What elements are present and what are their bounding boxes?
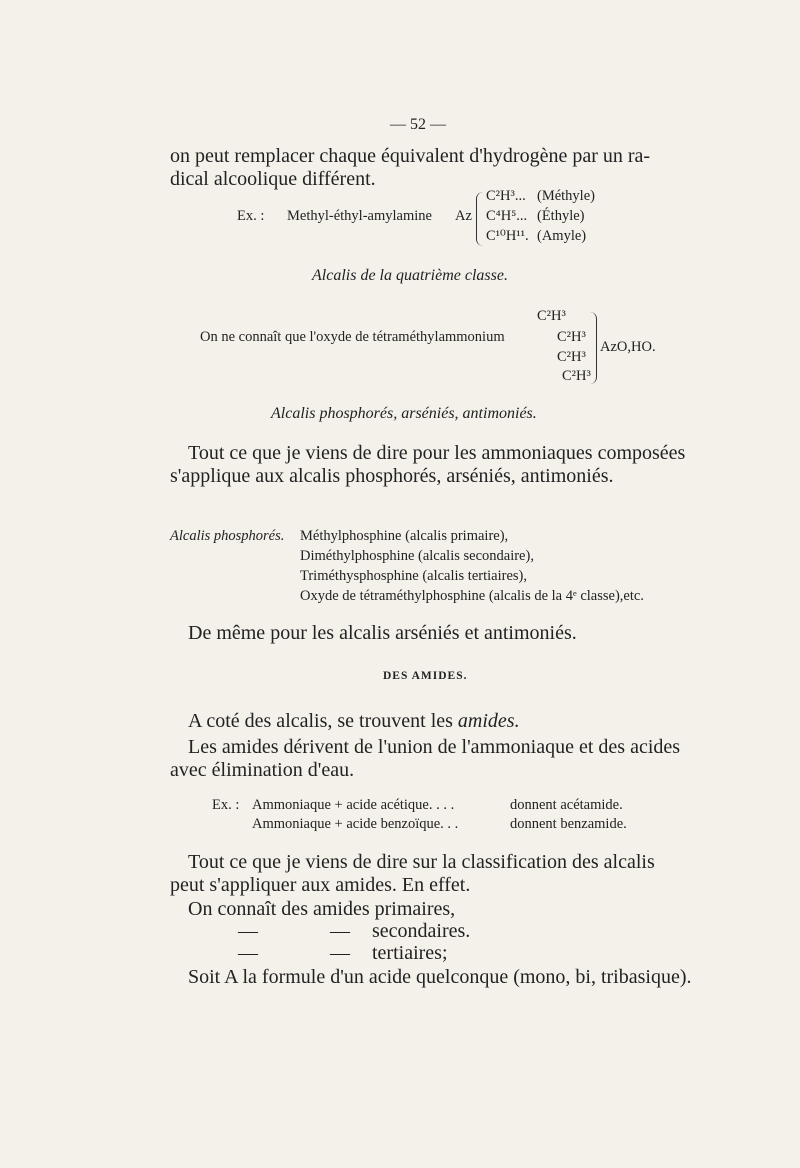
example1-name: Methyl-éthyl-amylamine (287, 208, 432, 224)
de-meme-line: De même pour les alcalis arséniés et antimoniés. (188, 622, 577, 644)
example1-az: Az (455, 208, 472, 224)
tetra-formula-1: C²H³ (537, 308, 566, 324)
para1-line-2: s'applique aux alcalis phosphorés, arséniés, antimoniés. (170, 465, 614, 487)
phosph-item-4: Oxyde de tétraméthylphosphine (alcalis de la 4ᵉ classe),etc. (300, 588, 644, 604)
para1-line-1: Tout ce que je viens de dire pour les ammoniaques composées (188, 442, 686, 464)
amides-intro-emph: amides. (457, 710, 520, 732)
example2-left-1: Ammoniaque + acide acétique. . . . (252, 797, 455, 813)
intro-line-2: dical alcoolique différent. (170, 168, 376, 190)
secondaires-dash-1: — (238, 920, 258, 942)
intro-line-1: on peut remplacer chaque équivalent d'hydrogène par un ra- (170, 145, 651, 167)
phosph-list-label: Alcalis phosphorés. (170, 528, 285, 544)
final-line: Soit A la formule d'un acide quelconque (mono, bi, tribasique). (188, 966, 692, 988)
tertiaires-dash-1: — (238, 942, 258, 964)
example1-prefix: Ex. : (237, 208, 265, 224)
phosph-item-3: Triméthysphosphine (alcalis tertiaires), (300, 568, 527, 584)
tetra-text: On ne connaît que l'oxyde de tétraméthylammonium (200, 329, 505, 345)
heading-phosphores: Alcalis phosphorés, arséniés, antimoniés. (271, 405, 537, 422)
example2-right-1: donnent acétamide. (510, 797, 623, 813)
example1-formula-1: C²H³... (486, 188, 526, 204)
tetra-formula-3: C²H³ (557, 349, 586, 365)
right-brace (590, 312, 597, 384)
tetra-suffix: AzO,HO. (600, 339, 656, 355)
secondaires-dash-2: — (330, 920, 350, 942)
tertiaires-dash-2: — (330, 942, 350, 964)
example1-formula-3: C¹⁰H¹¹. (486, 228, 529, 244)
primaires-line: On connaît des amides primaires, (188, 898, 456, 920)
classif-line-2: peut s'appliquer aux amides. En effet. (170, 874, 471, 896)
phosph-item-1: Méthylphosphine (alcalis primaire), (300, 528, 509, 544)
amides-intro (188, 710, 520, 733)
heading-amides: DES AMIDES. (383, 670, 468, 682)
example2-right-2: donnent benzamide. (510, 816, 627, 832)
tetra-formula-4: C²H³ (562, 368, 591, 384)
example2-prefix: Ex. : (212, 797, 240, 813)
example1-label-2: (Éthyle) (537, 208, 585, 224)
tertiaires-word: tertiaires; (372, 942, 448, 964)
tetra-formula-2: C²H³ (557, 329, 586, 345)
amides-intro-text: A coté des alcalis, se trouvent les (188, 710, 458, 732)
phosph-item-2: Diméthylphosphine (alcalis secondaire), (300, 548, 534, 564)
example1-formula-2: C⁴H⁵... (486, 208, 528, 224)
example2-left-2: Ammoniaque + acide benzoïque. . . (252, 816, 459, 832)
example1-label-1: (Méthyle) (537, 188, 595, 204)
amides-para-line-1: Les amides dérivent de l'union de l'ammoniaque et des acides (188, 736, 681, 758)
heading-quatrieme-classe: Alcalis de la quatrième classe. (312, 267, 508, 284)
page-number: — 52 — (390, 116, 446, 133)
example1-label-3: (Amyle) (537, 228, 587, 244)
secondaires-word: secondaires. (372, 920, 471, 942)
left-brace (476, 192, 485, 246)
amides-para-line-2: avec élimination d'eau. (170, 759, 355, 781)
classif-line-1: Tout ce que je viens de dire sur la classification des alcalis (188, 851, 655, 873)
